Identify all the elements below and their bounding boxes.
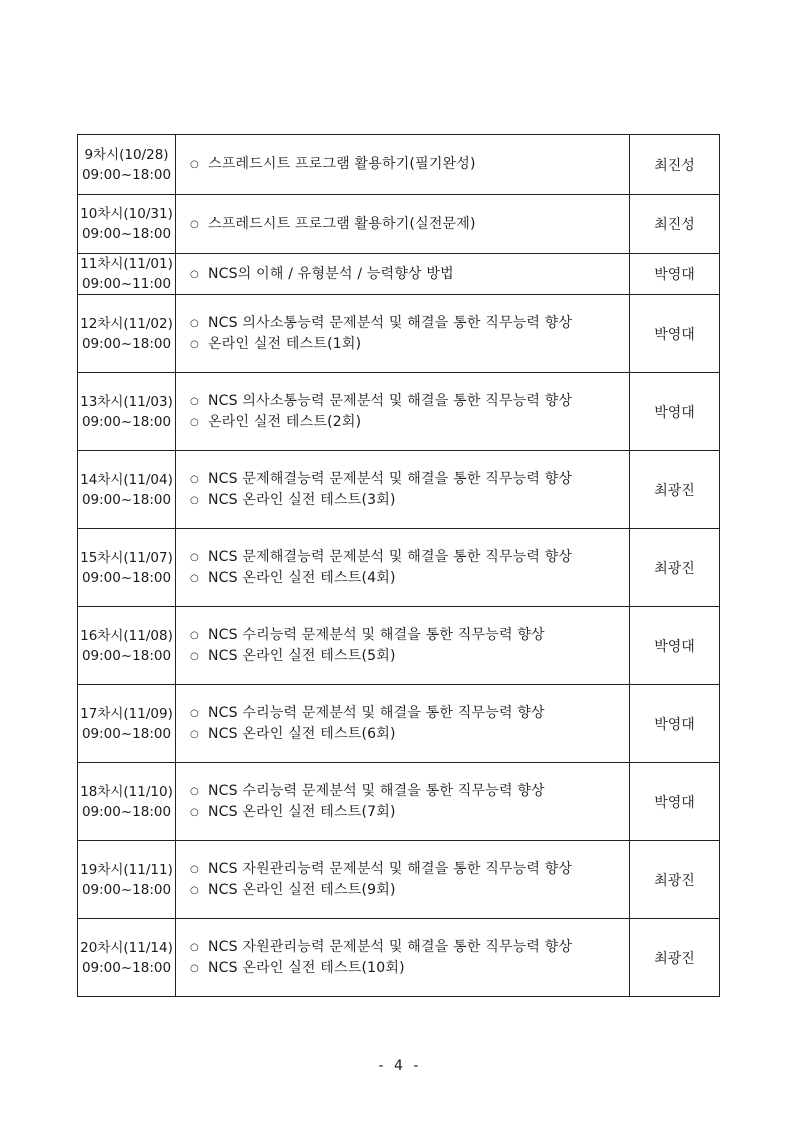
instructor-cell: 박영대 — [630, 295, 720, 373]
content-text: NCS 수리능력 문제분석 및 해결을 통한 직무능력 향상 — [208, 782, 545, 799]
instructor-cell: 최광진 — [630, 841, 720, 919]
bullet-circle-icon: ○ — [190, 268, 199, 280]
session-time: 09:00~18:00 — [81, 166, 172, 183]
table-row — [78, 295, 720, 373]
content-text: NCS 온라인 실전 테스트(5회) — [208, 647, 396, 664]
table-row — [78, 607, 720, 685]
table-row — [78, 373, 720, 451]
content-text: NCS 수리능력 문제분석 및 해결을 통한 직무능력 향상 — [208, 626, 545, 643]
bullet-circle-icon: ○ — [190, 728, 199, 740]
session-cell — [78, 451, 176, 529]
session-time: 09:00~18:00 — [81, 803, 172, 820]
content-text: NCS 자원관리능력 문제분석 및 해결을 통한 직무능력 향상 — [208, 938, 573, 955]
bullet-circle-icon: ○ — [190, 473, 199, 485]
content-cell — [176, 254, 630, 295]
bullet-circle-icon: ○ — [190, 494, 199, 506]
content-cell — [176, 763, 630, 841]
content-line — [190, 568, 629, 589]
session-label: 17차시(11/09) — [80, 705, 173, 722]
content-line — [190, 802, 629, 823]
bullet-circle-icon: ○ — [190, 572, 199, 584]
content-text: NCS의 이해 / 유형분석 / 능력향상 방법 — [208, 265, 454, 282]
instructor-cell: 박영대 — [630, 685, 720, 763]
content-line — [190, 880, 629, 901]
session-cell — [78, 763, 176, 841]
content-line — [190, 391, 629, 412]
instructor-cell: 최진성 — [630, 135, 720, 195]
session-cell — [78, 607, 176, 685]
content-cell — [176, 841, 630, 919]
content-cell — [176, 195, 630, 254]
bullet-circle-icon: ○ — [190, 629, 199, 641]
content-text: 스프레드시트 프로그램 활용하기(실전문제) — [208, 215, 476, 232]
session-label: 10차시(10/31) — [80, 206, 173, 222]
content-cell — [176, 919, 630, 997]
session-label: 19차시(11/11) — [80, 861, 173, 878]
session-label: 18차시(11/10) — [80, 783, 173, 800]
bullet-circle-icon: ○ — [190, 941, 199, 953]
instructor-cell: 박영대 — [630, 254, 720, 295]
content-text: NCS 의사소통능력 문제분석 및 해결을 통한 직무능력 향상 — [208, 314, 573, 331]
content-cell — [176, 451, 630, 529]
session-time: 09:00~18:00 — [81, 647, 172, 664]
bullet-circle-icon: ○ — [190, 317, 199, 329]
table-row — [78, 763, 720, 841]
content-text: 온라인 실전 테스트(1회) — [208, 335, 362, 352]
content-cell — [176, 135, 630, 195]
bullet-circle-icon: ○ — [190, 218, 199, 230]
bullet-circle-icon: ○ — [190, 650, 199, 662]
session-time: 09:00~18:00 — [81, 226, 172, 242]
page-number: - 4 - — [378, 1058, 422, 1074]
content-line — [190, 703, 629, 724]
content-text: NCS 자원관리능력 문제분석 및 해결을 통한 직무능력 향상 — [208, 860, 573, 877]
schedule-body — [78, 135, 720, 997]
bullet-circle-icon: ○ — [190, 806, 199, 818]
session-cell — [78, 373, 176, 451]
content-text: NCS 문제해결능력 문제분석 및 해결을 통한 직무능력 향상 — [208, 470, 573, 487]
content-text: NCS 온라인 실전 테스트(10회) — [208, 959, 405, 976]
session-label: 16차시(11/08) — [80, 627, 173, 644]
content-cell — [176, 607, 630, 685]
session-time: 09:00~18:00 — [81, 491, 172, 508]
session-cell — [78, 295, 176, 373]
table-row — [78, 529, 720, 607]
content-line — [190, 490, 629, 511]
session-time: 09:00~18:00 — [81, 725, 172, 742]
session-label: 9차시(10/28) — [84, 146, 169, 163]
table-row — [78, 841, 720, 919]
content-line — [190, 313, 629, 334]
bullet-circle-icon: ○ — [190, 962, 199, 974]
bullet-circle-icon: ○ — [190, 884, 199, 896]
content-text: NCS 온라인 실전 테스트(3회) — [208, 491, 396, 508]
content-line — [190, 214, 629, 235]
bullet-circle-icon: ○ — [190, 785, 199, 797]
session-time: 09:00~18:00 — [81, 569, 172, 586]
bullet-circle-icon: ○ — [190, 707, 199, 719]
content-line — [190, 469, 629, 490]
content-text: NCS 문제해결능력 문제분석 및 해결을 통한 직무능력 향상 — [208, 548, 573, 565]
content-line — [190, 264, 629, 285]
session-time: 09:00~18:00 — [81, 959, 172, 976]
instructor-cell: 최광진 — [630, 451, 720, 529]
bullet-circle-icon: ○ — [190, 395, 199, 407]
content-cell — [176, 295, 630, 373]
session-cell — [78, 529, 176, 607]
content-line — [190, 412, 629, 433]
content-text: 온라인 실전 테스트(2회) — [208, 413, 362, 430]
content-line — [190, 547, 629, 568]
session-cell — [78, 919, 176, 997]
session-label: 20차시(11/14) — [80, 939, 173, 956]
content-cell — [176, 685, 630, 763]
content-text: NCS 온라인 실전 테스트(9회) — [208, 881, 396, 898]
instructor-cell: 박영대 — [630, 763, 720, 841]
content-text: NCS 온라인 실전 테스트(7회) — [208, 803, 396, 820]
bullet-circle-icon: ○ — [190, 863, 199, 875]
session-label: 12차시(11/02) — [80, 315, 173, 332]
content-line — [190, 625, 629, 646]
content-line — [190, 646, 629, 667]
bullet-circle-icon: ○ — [190, 416, 199, 428]
table-row — [78, 135, 720, 195]
session-label: 14차시(11/04) — [80, 471, 173, 488]
session-cell — [78, 135, 176, 195]
content-text: NCS 수리능력 문제분석 및 해결을 통한 직무능력 향상 — [208, 704, 545, 721]
schedule-table — [77, 134, 720, 997]
session-label: 11차시(11/01) — [80, 256, 173, 272]
instructor-cell: 최진성 — [630, 195, 720, 254]
session-time: 09:00~18:00 — [81, 413, 172, 430]
content-line — [190, 781, 629, 802]
session-time: 09:00~18:00 — [81, 881, 172, 898]
session-cell — [78, 254, 176, 295]
session-cell — [78, 841, 176, 919]
content-cell — [176, 373, 630, 451]
content-cell — [176, 529, 630, 607]
table-row — [78, 685, 720, 763]
content-text: NCS 의사소통능력 문제분석 및 해결을 통한 직무능력 향상 — [208, 392, 573, 409]
content-line — [190, 154, 629, 175]
session-time: 09:00~18:00 — [81, 335, 172, 352]
content-text: NCS 온라인 실전 테스트(4회) — [208, 569, 396, 586]
content-line — [190, 958, 629, 979]
bullet-circle-icon: ○ — [190, 338, 199, 350]
content-line — [190, 724, 629, 745]
content-line — [190, 859, 629, 880]
instructor-cell: 최광진 — [630, 529, 720, 607]
content-line — [190, 334, 629, 355]
table-row — [78, 254, 720, 295]
content-line — [190, 937, 629, 958]
instructor-cell: 최광진 — [630, 919, 720, 997]
instructor-cell: 박영대 — [630, 373, 720, 451]
table-row — [78, 451, 720, 529]
bullet-circle-icon: ○ — [190, 159, 199, 170]
content-text: NCS 온라인 실전 테스트(6회) — [208, 725, 396, 742]
bullet-circle-icon: ○ — [190, 551, 199, 563]
table-row — [78, 195, 720, 254]
session-label: 15차시(11/07) — [80, 549, 173, 566]
instructor-cell: 박영대 — [630, 607, 720, 685]
session-label: 13차시(11/03) — [80, 393, 173, 410]
session-cell — [78, 685, 176, 763]
content-text: 스프레드시트 프로그램 활용하기(필기완성) — [208, 156, 476, 172]
session-time: 09:00~11:00 — [81, 276, 172, 292]
session-cell — [78, 195, 176, 254]
table-row — [78, 919, 720, 997]
